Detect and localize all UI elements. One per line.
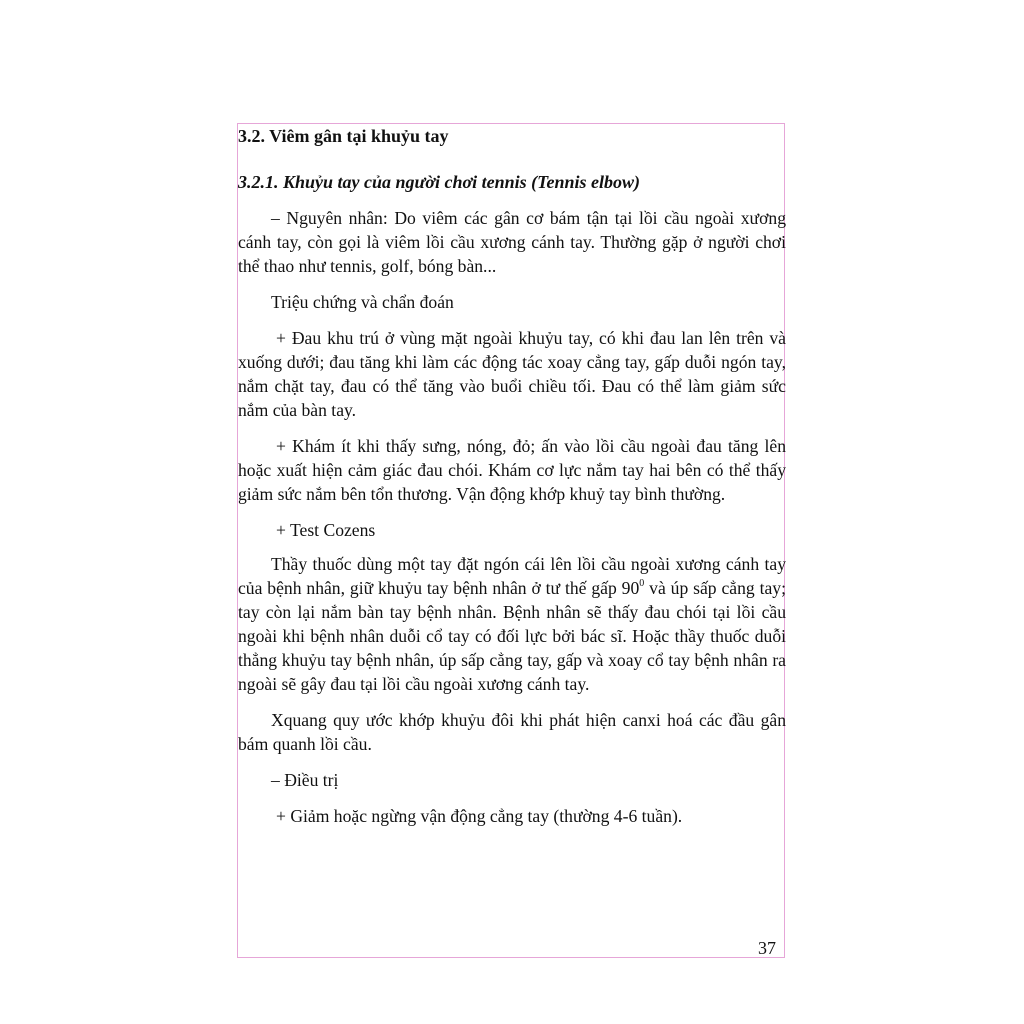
paragraph-xray: Xquang quy ước khớp khuỷu đôi khi phát hiện canxi hoá các đầu gân bám quanh lồi cầu. xyxy=(238,710,786,754)
paragraph-pain: + Đau khu trú ở vùng mặt ngoài khuỷu tay, có khi đau lan lên trên và xuống dưới; đau tăng khi làm các động tác xoay cẳng tay, gấp duỗi ngón tay, nắm chặt tay, đau có thể tăng vào buổi chiều tối. Đau có thể làm giảm sức nắm của bàn tay. xyxy=(238,328,786,420)
page-number: 37 xyxy=(758,938,776,958)
paragraph-treatment-title: – Điều trị xyxy=(271,770,339,790)
test-text-part2: và úp sấp cẳng tay; tay còn lại nắm bàn tay bệnh nhân. Bệnh nhân sẽ thấy đau chói tại lồi cầu ngoài khi bệnh nhân duỗi cổ tay có đối lực bởi bác sĩ. Hoặc thầy thuốc duỗi thẳng khuỷu tay bệnh nhân, úp sấp cẳng tay, gấp và xoay cổ tay bệnh nhân ra ngoài sẽ gây đau tại lồi cầu ngoài xương cánh tay. xyxy=(238,578,786,694)
subsection-heading: 3.2.1. Khuỷu tay của người chơi tennis (Tennis elbow) xyxy=(238,172,640,192)
page-content xyxy=(238,122,786,828)
section-heading: 3.2. Viêm gân tại khuỷu tay xyxy=(238,126,449,146)
paragraph-cause: – Nguyên nhân: Do viêm các gân cơ bám tận tại lồi cầu ngoài xương cánh tay, còn gọi là viêm lồi cầu xương cánh tay. Thường gặp ở người chơi thể thao như tennis, golf, bóng bàn... xyxy=(238,208,786,276)
paragraph-test-description xyxy=(238,552,786,696)
paragraph-exam: + Khám ít khi thấy sưng, nóng, đỏ; ấn vào lồi cầu ngoài đau tăng lên hoặc xuất hiện cảm giác đau chói. Khám cơ lực nắm tay hai bên có thể thấy giảm sức nắm bên tổn thương. Vận động khớp khuỷ tay bình thường. xyxy=(238,436,786,504)
test-text-part1: Thầy thuốc dùng một tay đặt ngón cái lên lồi cầu ngoài xương cánh tay của bệnh nhân, giữ khuỷu tay bệnh nhân ở tư thế gấp 90 xyxy=(238,554,786,598)
paragraph-treatment-rest: + Giảm hoặc ngừng vận động cẳng tay (thường 4-6 tuần). xyxy=(276,806,683,826)
paragraph-test-title: + Test Cozens xyxy=(276,520,376,540)
degree-superscript: 0 xyxy=(639,578,645,589)
paragraph-symptoms-title: Triệu chứng và chẩn đoán xyxy=(271,292,454,312)
